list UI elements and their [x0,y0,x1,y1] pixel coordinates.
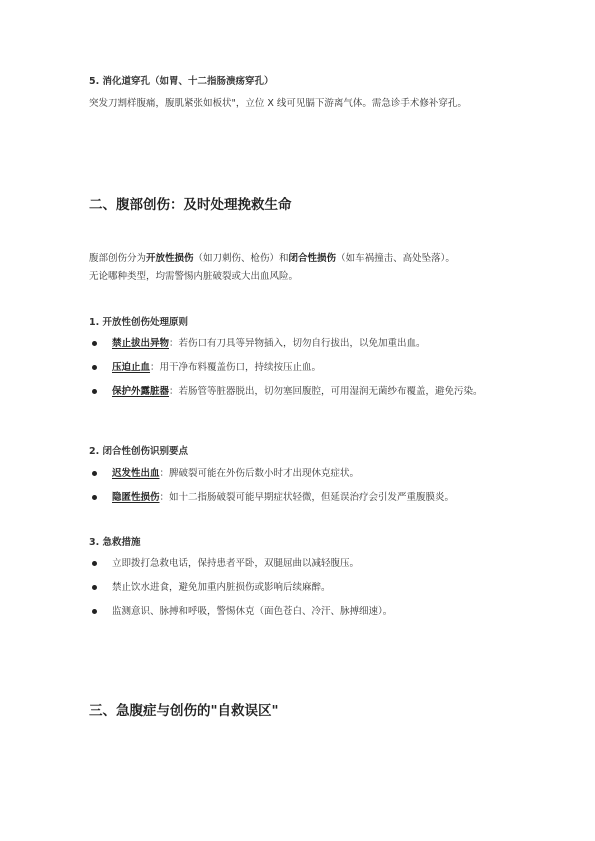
perforation-paragraph: 突发刀割样腹痛，腹肌紧张如板状"，立位 X 线可见膈下游离气体。需急诊手术修补穿孔。 [89,98,467,109]
item-key: 迟发性出血 [112,468,160,479]
item-text: ：若肠管等脏器脱出，切勿塞回腹腔，可用湿润无菌纱布覆盖，避免污染。 [169,386,483,397]
item-text: ：用干净布料覆盖伤口，持续按压止血。 [150,362,322,373]
list-item [89,359,519,377]
trauma-intro-paragraph [89,250,519,286]
closed-trauma-list [89,465,519,513]
bullet-icon [92,609,97,614]
list-item [89,579,519,597]
intro-line-2: 无论哪种类型，均需警惕内脏破裂或大出血风险。 [89,271,299,282]
intro-text-1: 腹部创伤分为 [89,253,147,264]
bullet-icon [92,471,97,476]
item-text: ：脾破裂可能在外伤后数小时才出现休克症状。 [159,468,360,479]
item-text: 监测意识、脉搏和呼吸，警惕休克（面色苍白、冷汗、脉搏细速）。 [112,606,393,617]
list-item [89,603,519,621]
bullet-icon [92,561,97,566]
intro-text-2: （如刀刺伤、枪伤）和 [193,253,289,264]
closed-injury-term: 闭合性损伤 [288,253,337,264]
list-item [89,489,519,507]
section-title-abdominal-trauma: 二、腹部创伤：及时处理挽救生命 [89,197,292,213]
list-item [89,465,519,483]
list-item [89,383,519,401]
bullet-icon [92,389,97,394]
item-key: 隐匿性损伤 [112,492,160,503]
intro-line-1 [89,250,519,268]
open-injury-term: 开放性损伤 [146,253,194,264]
bullet-icon [92,341,97,346]
bullet-icon [92,365,97,370]
open-trauma-list [89,335,519,407]
item-key: 禁止拔出异物 [112,338,170,349]
subsection-heading-first-aid: 3. 急救措施 [89,537,141,548]
list-item [89,555,519,573]
subsection-heading-closed-trauma: 2. 闭合性创伤识别要点 [89,446,189,457]
bullet-icon [92,495,97,500]
item-key: 保护外露脏器 [112,386,170,397]
subsection-heading-perforation: 5. 消化道穿孔（如胃、十二指肠溃疡穿孔） [89,76,274,87]
item-key: 压迫止血 [112,362,151,373]
list-item [89,335,519,353]
item-text: 立即拨打急救电话，保持患者平卧，双腿屈曲以减轻腹压。 [112,558,360,569]
intro-text-3: （如车祸撞击、高处坠落）。 [336,253,455,264]
item-text: ：若伤口有刀具等异物插入，切勿自行拔出，以免加重出血。 [169,338,426,349]
item-text: 禁止饮水进食，避免加重内脏损伤或影响后续麻醉。 [112,582,331,593]
section-title-self-rescue-myths: 三、急腹症与创伤的"自救误区" [89,703,279,719]
item-text: ：如十二指肠破裂可能早期症状轻微，但延误治疗会引发严重腹膜炎。 [159,492,455,503]
subsection-heading-open-trauma: 1. 开放性创伤处理原则 [89,317,189,328]
bullet-icon [92,585,97,590]
first-aid-list [89,555,519,627]
